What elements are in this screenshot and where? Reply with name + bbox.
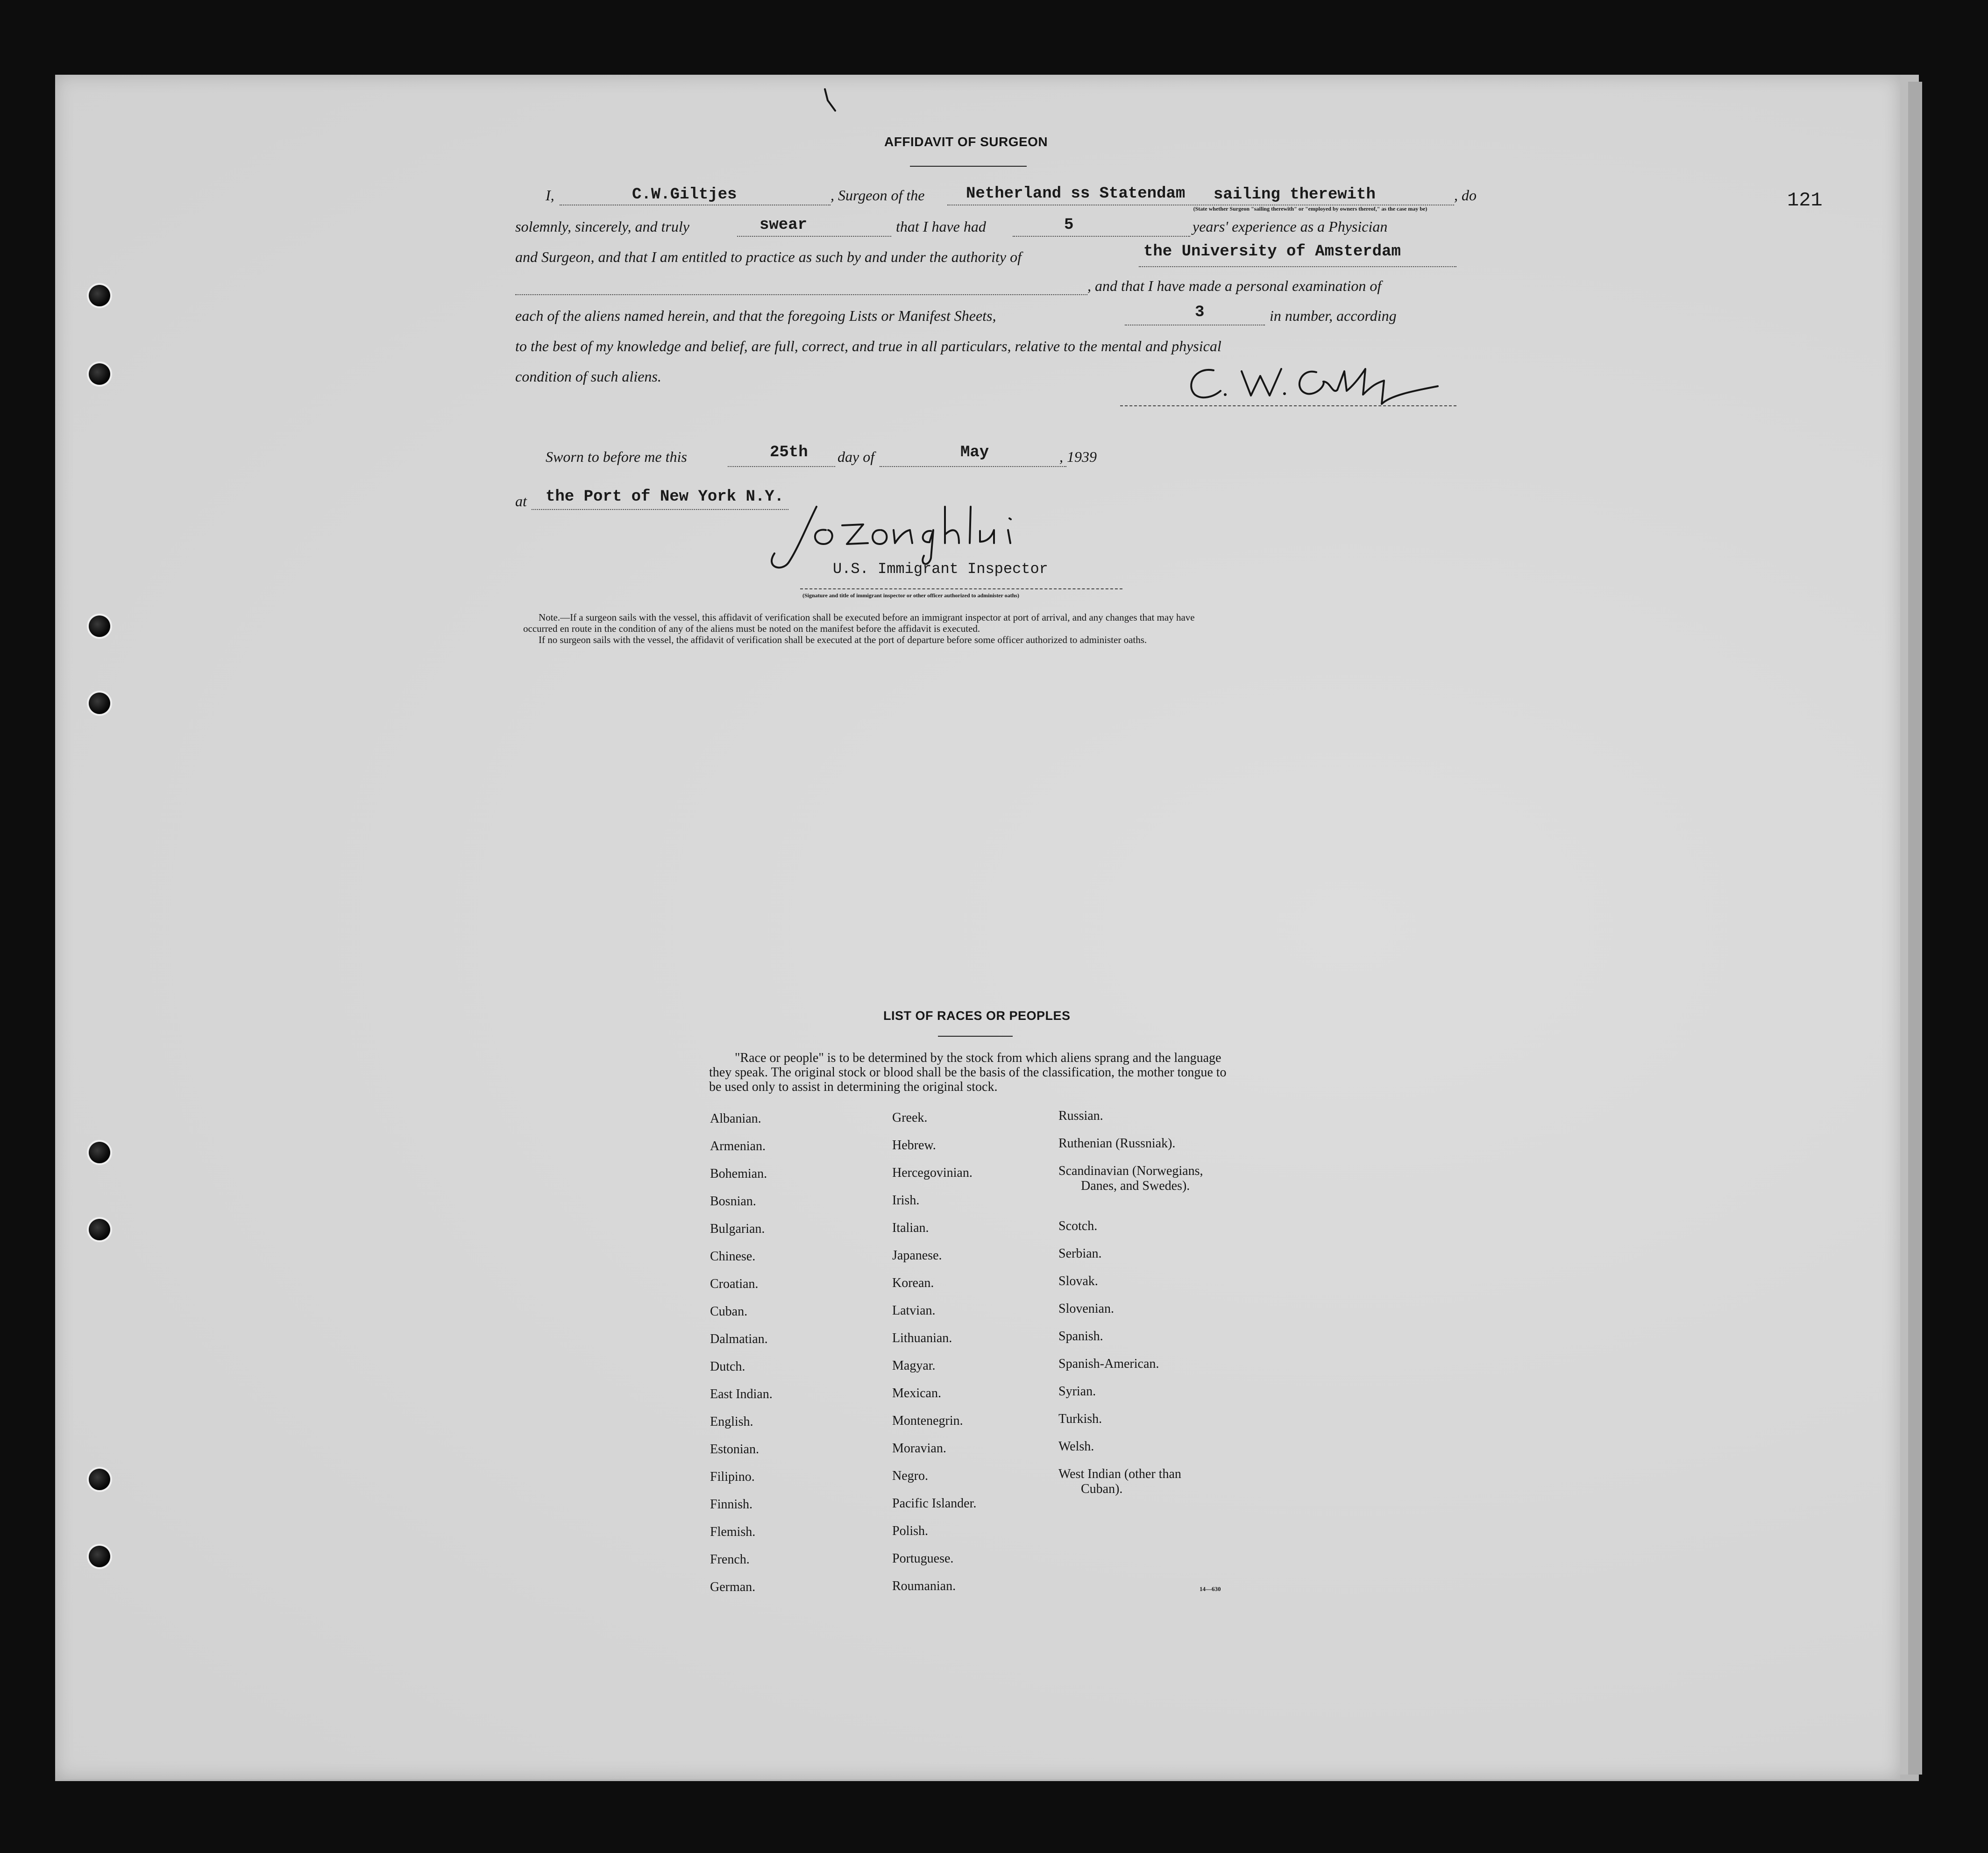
- page-number: 121: [1787, 189, 1823, 212]
- race-item: Hercegovinian.: [892, 1166, 973, 1180]
- vessel-name: Netherland ss Statendam: [966, 185, 1186, 203]
- race-item: Negro.: [892, 1469, 928, 1483]
- race-item: Japanese.: [892, 1248, 942, 1263]
- sworn-day-line: [728, 466, 835, 467]
- race-item: Armenian.: [710, 1139, 766, 1153]
- race-item: East Indian.: [710, 1387, 773, 1401]
- form-text: Sworn to before me this: [546, 448, 687, 465]
- race-item: Greek.: [892, 1110, 928, 1125]
- binder-hole: [89, 693, 110, 714]
- binder-hole: [89, 1469, 110, 1490]
- race-item: Montenegrin.: [892, 1414, 963, 1428]
- title-rule: [910, 166, 1027, 167]
- race-item: Italian.: [892, 1221, 929, 1235]
- document-page: [55, 75, 1900, 1779]
- race-item: Mexican.: [892, 1386, 941, 1400]
- race-item: German.: [710, 1580, 756, 1594]
- surgeon-signature: [1176, 357, 1466, 409]
- binder-hole: [89, 615, 110, 637]
- race-item: Spanish.: [1058, 1329, 1103, 1344]
- pen-mark: [821, 86, 840, 114]
- races-intro: "Race or people" is to be determined by the stock from which aliens sprang and the language they speak. The original stock or blood shall be the basis of the classification, the mother tongue to be used only to assist in determining the original stock.: [709, 1051, 1227, 1094]
- race-item: Flemish.: [710, 1525, 756, 1539]
- inspector-caption: (Signature and title of immigrant inspector or other officer authorized to administer oaths): [802, 592, 1019, 599]
- race-item: Filipino.: [710, 1470, 755, 1484]
- race-item: Bulgarian.: [710, 1222, 765, 1236]
- binder-hole: [89, 1142, 110, 1163]
- affidavit-title: AFFIDAVIT OF SURGEON: [884, 134, 1048, 149]
- years-line: [1013, 236, 1190, 237]
- form-text: to the best of my knowledge and belief, are full, correct, and true in all particulars, relative to the mental and physical: [515, 338, 1221, 354]
- race-item: Moravian.: [892, 1441, 946, 1456]
- race-item: English.: [710, 1415, 753, 1429]
- form-text: I,: [546, 187, 554, 204]
- binder-hole: [89, 285, 110, 306]
- race-item: Latvian.: [892, 1303, 936, 1318]
- form-text: in number, according: [1270, 307, 1397, 324]
- race-item: Russian.: [1058, 1109, 1103, 1123]
- race-item: Lithuanian.: [892, 1331, 952, 1345]
- race-item: Irish.: [892, 1193, 920, 1208]
- form-text: each of the aliens named herein, and that the foregoing Lists or Manifest Sheets,: [515, 307, 996, 324]
- affidavit-note-2: occurred en route in the condition of any of the aliens must be noted on the manifest before the affidavit is executed.: [523, 623, 980, 634]
- surgeon-signature-line: [1120, 405, 1456, 406]
- inspector-title: U.S. Immigrant Inspector: [833, 560, 1048, 578]
- sworn-day: 25th: [770, 444, 808, 461]
- sheets: 3: [1195, 304, 1205, 321]
- race-item: Cuban).: [1081, 1482, 1123, 1496]
- race-item: Bohemian.: [710, 1167, 767, 1181]
- races-title: LIST OF RACES OR PEOPLES: [883, 1009, 1071, 1023]
- oath-line: [737, 236, 891, 237]
- form-code: 14—630: [1200, 1585, 1221, 1592]
- races-title-rule: [938, 1036, 1013, 1037]
- race-item: Pacific Islander.: [892, 1496, 977, 1511]
- binder-hole: [89, 363, 110, 385]
- form-text: and Surgeon, and that I am entitled to practice as such by and under the authority of: [515, 248, 1022, 265]
- race-item: Polish.: [892, 1524, 929, 1538]
- race-item: Slovak.: [1058, 1274, 1098, 1288]
- race-item: Estonian.: [710, 1442, 759, 1457]
- race-item: Scandinavian (Norwegians,: [1058, 1164, 1203, 1178]
- race-item: Serbian.: [1058, 1246, 1102, 1261]
- sailing-note: (State whether Surgeon "sailing therewith" or "employed by owners thereof," as the case may be): [1193, 205, 1427, 212]
- race-item: French.: [710, 1552, 750, 1567]
- form-text: , do: [1454, 187, 1477, 204]
- race-item: Croatian.: [710, 1277, 759, 1291]
- affidavit-note-1: Note.—If a surgeon sails with the vessel, this affidavit of verification shall be executed before an immigrant inspector at port of arrival, and any changes that may have: [539, 612, 1195, 623]
- authority: the University of Amsterdam: [1143, 243, 1401, 261]
- sailing-status: sailing therewith: [1214, 186, 1376, 204]
- race-item: Welsh.: [1058, 1439, 1094, 1454]
- race-item: Danes, and Swedes).: [1081, 1179, 1190, 1193]
- race-item: Roumanian.: [892, 1579, 956, 1593]
- race-item: Syrian.: [1058, 1384, 1096, 1399]
- affidavit-note-3: If no surgeon sails with the vessel, the affidavit of verification shall be executed at the port of departure before some officer authorized to administer oaths.: [539, 634, 1147, 645]
- authority-line-2: [515, 294, 1087, 295]
- form-text: at: [515, 493, 527, 509]
- form-text: condition of such aliens.: [515, 368, 661, 385]
- page-stack-edge-right-2: [1908, 82, 1922, 1775]
- form-text: that I have had: [896, 218, 986, 235]
- race-item: Cuban.: [710, 1304, 748, 1319]
- form-text: , Surgeon of the: [831, 187, 925, 204]
- surgeon-name: C.W.Giltjes: [632, 186, 737, 204]
- race-item: Turkish.: [1058, 1412, 1102, 1426]
- race-item: Ruthenian (Russniak).: [1058, 1136, 1176, 1151]
- sworn-year: , 1939: [1059, 448, 1097, 465]
- race-item: Scotch.: [1058, 1219, 1098, 1233]
- race-item: Albanian.: [710, 1111, 761, 1126]
- race-item: Dutch.: [710, 1359, 746, 1374]
- race-item: Portuguese.: [892, 1551, 954, 1566]
- sworn-month: May: [960, 444, 989, 461]
- race-item: Spanish-American.: [1058, 1357, 1159, 1371]
- race-item: Dalmatian.: [710, 1332, 768, 1346]
- race-item: West Indian (other than: [1058, 1467, 1181, 1481]
- race-item: Slovenian.: [1058, 1301, 1114, 1316]
- race-item: Chinese.: [710, 1249, 756, 1264]
- race-item: Finnish.: [710, 1497, 753, 1512]
- form-text: , and that I have made a personal examination of: [1087, 277, 1382, 294]
- form-text: day of: [838, 448, 875, 465]
- race-item: Magyar.: [892, 1358, 936, 1373]
- form-text: years' experience as a Physician: [1193, 218, 1388, 235]
- inspector-signature-line: [800, 588, 1122, 589]
- binder-hole: [89, 1219, 110, 1240]
- binder-hole: [89, 1546, 110, 1567]
- port: the Port of New York N.Y.: [546, 488, 784, 506]
- form-text: solemnly, sincerely, and truly: [515, 218, 689, 235]
- authority-line: [1139, 266, 1456, 267]
- years: 5: [1064, 216, 1074, 234]
- race-item: Korean.: [892, 1276, 934, 1290]
- sworn-month-line: [880, 466, 1066, 467]
- race-item: Hebrew.: [892, 1138, 936, 1153]
- oath: swear: [760, 216, 808, 234]
- race-item: Bosnian.: [710, 1194, 756, 1209]
